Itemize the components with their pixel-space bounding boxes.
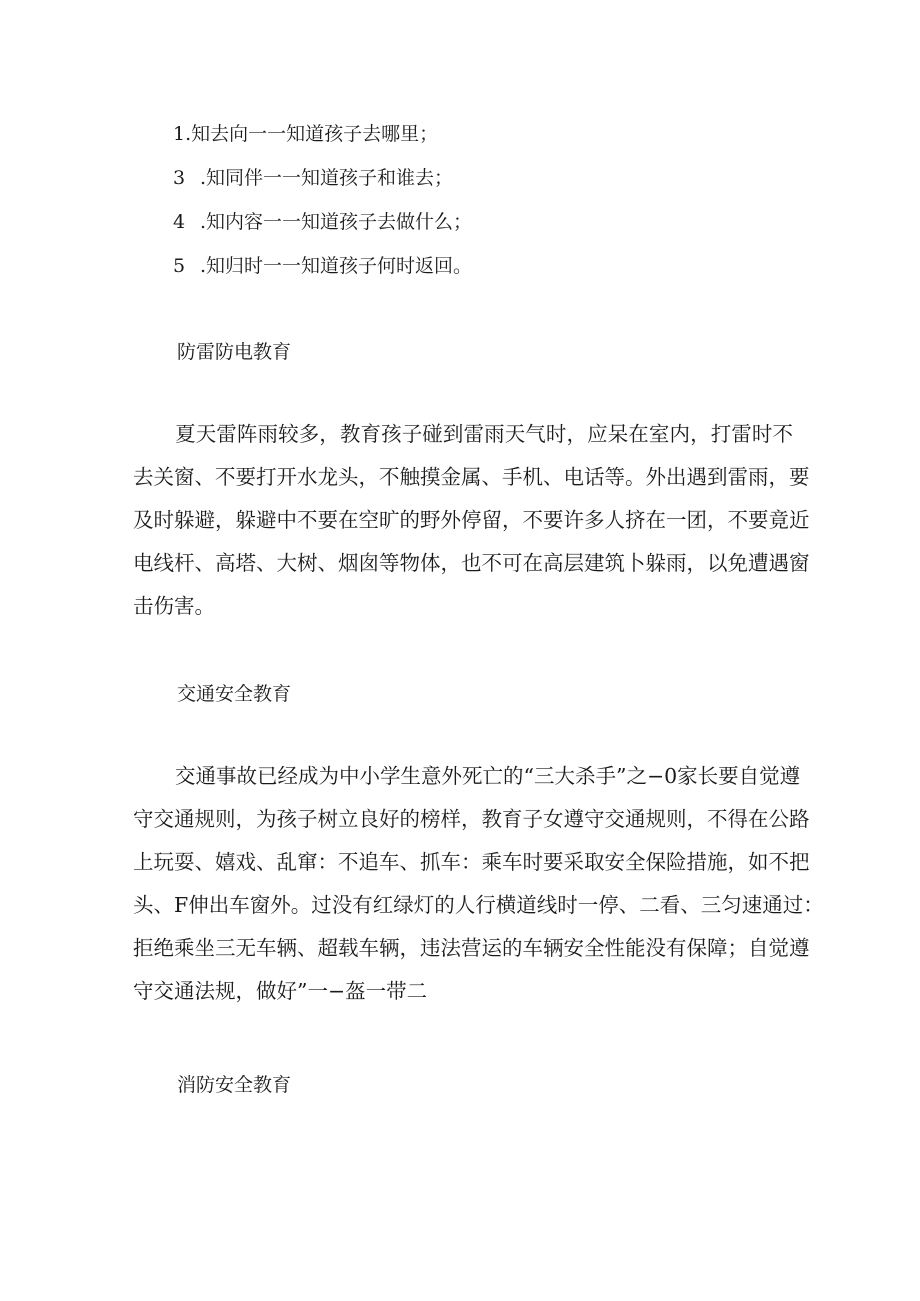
list-number: 5 [173, 255, 186, 277]
list-text: 知去向一一知道孩子去哪里； [191, 123, 439, 145]
list-text: .知同伴一一知道孩子和谁去； [200, 167, 454, 189]
paragraph-line: 交通事故已经成为中小学生意外死亡的“三大杀手”之−0家长要自觉遵 [175, 764, 801, 788]
paragraph-line: 及时躲避，躲避中不要在空旷的野外停留，不要许多人挤在一团，不要竟近 [133, 508, 810, 532]
paragraph-line: 头、F伸出车窗外。过没有红绿灯的人行横道线时一停、二看、三匀速通过： [133, 893, 824, 917]
list-text: .知内容一一知道孩子去做什么； [200, 211, 473, 233]
list-item [173, 254, 472, 278]
list-text: .知归时一一知道孩子何时返回。 [200, 255, 473, 277]
section-heading-traffic: 交通安全教育 [177, 683, 292, 705]
list-item [173, 122, 438, 146]
paragraph-line: 上玩耍、嬉戏、乱窜：不追车、抓车：乘车时要采取安全保险措施，如不把 [133, 850, 810, 874]
list-number: 3 [173, 167, 186, 189]
paragraph-line: 电线杆、高塔、大树、烟囱等物体，也不可在高层建筑卜躲雨，以免遭遇窗 [133, 551, 810, 575]
paragraph-line: 守交通规则，为孩子树立良好的榜样，教育子女遵守交通规则，不得在公路 [133, 807, 810, 831]
paragraph-line: 拒绝乘坐三无车辆、超载车辆，违法营运的车辆安全性能没有保障；自觉遵 [133, 936, 810, 960]
paragraph-line: 击伤害。 [133, 594, 215, 618]
paragraph-traffic [133, 755, 824, 1013]
list-item [173, 210, 472, 234]
section-heading-fire: 消防安全教育 [177, 1074, 292, 1096]
paragraph-line: 守交通法规，做好”一−盔一带二 [133, 979, 428, 1003]
list-item [173, 166, 453, 190]
list-number: 4 [173, 211, 186, 233]
list-number: 1. [173, 123, 192, 145]
paragraph-line: 去关窗、不要打开水龙头，不触摸金属、手机、电话等。外出遇到雷雨，要 [133, 465, 810, 489]
paragraph-line: 夏天雷阵雨较多，教育孩子碰到雷雨天气时，应呆在室内，打雷时不 [175, 422, 793, 446]
paragraph-lightning [133, 413, 810, 628]
section-heading-lightning: 防雷防电教育 [177, 341, 292, 363]
